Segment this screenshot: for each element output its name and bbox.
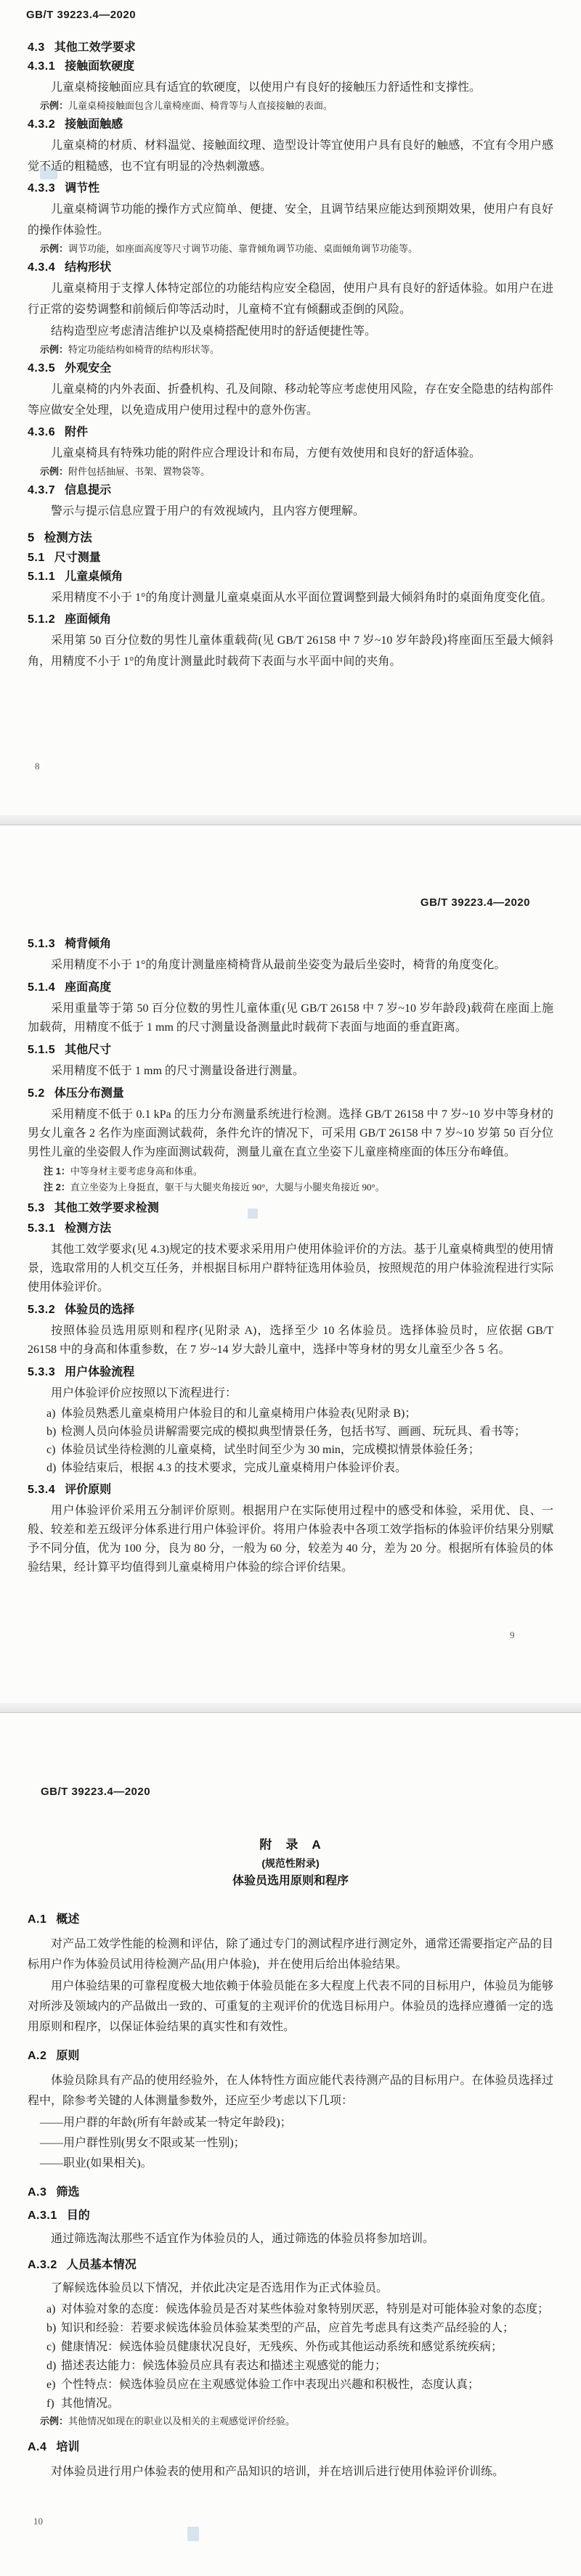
clause-title: 检测方法 [44, 531, 92, 544]
example-text: 其他情况如现在的职业以及相关的主观感觉评价经验。 [68, 2416, 296, 2426]
clause-title: 座面高度 [65, 981, 112, 994]
paragraph: 用户体验结果的可靠程度极大地依赖于体验员能在多大程度上代表不同的目标用户，体验员为能够对所涉及领域内的产品做出一致的、可重复的主观评价的优选目标用户。体验员的选择应遵循一定的选用原则和程序，以保证体验结果的真实性和有效性。 [28, 1980, 553, 2033]
appendix-title-line: 体验员选用原则和程序 [232, 1875, 349, 1887]
list-item [28, 2395, 553, 2413]
clause-title: 人员基本情况 [66, 2259, 137, 2271]
clause-heading-4.3.5 [28, 361, 553, 376]
list-item-text: 知识和经验：若要求候选体验员体验某类型的产品，应首先考虑具有这类产品经验的人； [61, 2322, 515, 2334]
paragraph: 其他工效学要求(见 4.3)规定的技术要求采用用户使用体验评价的方法。基于儿童桌椅典型的使用情景，选取常用的人机交互任务，并根据目标用户群特征选用体验员，按照规范的用户体验流程进行实际使用体验评价。 [28, 1243, 553, 1293]
example-label: 示例： [40, 466, 69, 477]
clause-number: 4.3.4 [28, 261, 56, 274]
list-item [28, 2357, 553, 2376]
list-item-label: a) [46, 1407, 56, 1420]
appendix-title-line: (规范性附录) [261, 1857, 320, 1869]
note [28, 1164, 553, 1179]
clause-title: 体验员的选择 [65, 1304, 135, 1316]
clause-heading-4.3.4 [28, 261, 553, 275]
clause-heading-4.3.3 [28, 181, 553, 196]
page-10 [0, 1713, 581, 2576]
clause-heading-A.1 [28, 1913, 553, 1927]
clause-title: 尺寸测量 [54, 552, 101, 564]
clause-heading-A.3 [28, 2185, 553, 2200]
clause-number: 5.3.3 [28, 1366, 56, 1378]
note-label: 注 1： [44, 1166, 70, 1177]
clause-number: A.3.1 [28, 2209, 57, 2222]
dash-item: ——职业(如果相关)。 [40, 2157, 153, 2170]
note-label: 注 2： [44, 1182, 70, 1193]
clause-number: 4.3.7 [28, 484, 56, 496]
clause-number: 4.3.5 [28, 362, 56, 375]
page-9 [0, 825, 581, 1702]
clause-number: 5.3 [28, 1202, 45, 1214]
list-item-text: 其他情况。 [61, 2397, 120, 2410]
clause-number: 4.3 [28, 41, 45, 54]
clause-heading-5.3.1 [28, 1222, 553, 1236]
example-label: 示例： [40, 344, 69, 355]
list-item [28, 2319, 553, 2338]
page-header: GB/T 39223.4—2020 [420, 896, 530, 909]
clause-title: 其他工效学要求检测 [54, 1202, 159, 1214]
page-divider [0, 814, 581, 825]
clause-heading-5.1.3 [28, 937, 553, 952]
clause-number: 5.1.2 [28, 613, 56, 626]
list-item [28, 1423, 553, 1441]
paragraph: 按照体验员选用原则和程序(见附录 A)，选择至少 10 名体验员。选择体验员时，应依据 GB/T 26158 中的身高和体重参数，在 7 岁~14 岁大龄儿童中，选择中等身材的男女儿童至少各 5 名。 [28, 1325, 553, 1356]
clause-heading-4.3.6 [28, 425, 553, 440]
clause-heading-5.2 [28, 1087, 553, 1101]
list-item-label: c) [46, 2341, 56, 2353]
page-body-3 [0, 1713, 581, 2482]
clause-heading-A.3.1 [28, 2209, 553, 2223]
clause-number: 5 [28, 531, 35, 544]
clause-number: 5.1.4 [28, 981, 56, 994]
clause-heading-4.3.1 [28, 60, 553, 74]
clause-heading-5.3.2 [28, 1303, 553, 1317]
list-item-label: d) [46, 2360, 57, 2372]
watermark-icon [248, 1209, 258, 1219]
note-text: 直立坐姿为上身挺直，躯干与大腿夹角接近 90°，大腿与小腿夹角接近 90°。 [70, 1182, 385, 1193]
clause-title: 培训 [56, 2441, 80, 2453]
list-item [28, 1441, 553, 1459]
list-item-text: 描述表达能力：候选体验员应具有表达和描述主观感觉的能力； [61, 2360, 387, 2372]
page-number: 10 [33, 2516, 43, 2527]
appendix-title [28, 1835, 553, 1891]
watermark-icon [40, 168, 57, 179]
watermark-icon [187, 2527, 199, 2541]
clause-title: 体压分布测量 [54, 1087, 124, 1100]
clause-heading-5.1.2 [28, 613, 553, 627]
clause-number: 4.3.2 [28, 118, 56, 131]
list-item-label: c) [46, 1444, 56, 1456]
clause-title: 座面倾角 [65, 613, 112, 626]
clause-heading-5.3 [28, 1201, 553, 1216]
example [28, 242, 553, 256]
paragraph: 采用重量等于第 50 百分位数的男性儿童体重(见 GB/T 26158 中 7 岁~10 岁年龄段)载荷在座面上施加载荷，用精度不低于 1 mm 的尺寸测量设备测量此时载荷下表面与地面的垂直距离。 [28, 1002, 553, 1034]
list-item [28, 2338, 553, 2357]
clause-number: 4.3.1 [28, 60, 56, 73]
clause-title: 椅背倾角 [65, 938, 112, 950]
list-item [28, 1404, 553, 1423]
list-item-label: e) [46, 2379, 56, 2391]
note-text: 中等身材主要考虑身高和体重。 [70, 1166, 203, 1177]
dash-item: ——用户群的年龄(所有年龄或某一特定年龄段)； [40, 2117, 292, 2129]
example [28, 465, 553, 479]
clause-number: 5.1.1 [28, 571, 56, 583]
example [28, 99, 553, 113]
clause-heading-5.3.3 [28, 1365, 553, 1380]
paragraph: 采用精度不低于 0.1 kPa 的压力分布测量系统进行检测。选择 GB/T 26158 中 7 岁~10 岁中等身材的男女儿童各 2 名作为座面测试载荷，条件允许的情况下，可采用 GB/T 26158 中 7 岁~10 岁第 50 百分位男性儿童的坐姿假人作为座面测试载荷，测量儿童在直立坐姿下儿童座椅座面的体压分布峰值。 [28, 1108, 553, 1158]
clause-title: 用户体验流程 [65, 1366, 135, 1378]
paragraph: 儿童桌椅具有特殊功能的附件应合理设计和布局，方便有效使用和良好的舒适体验。 [51, 447, 482, 459]
clause-heading-4.3 [28, 41, 553, 55]
list-item-label: a) [46, 2303, 56, 2315]
clause-number: 5.3.4 [28, 1484, 56, 1496]
clause-title: 调节性 [65, 182, 100, 195]
ordered-list [28, 1404, 553, 1477]
clause-number: 5.1.3 [28, 938, 56, 950]
example [28, 343, 553, 357]
list-item-text: 体验员熟悉儿童桌椅用户体验目的和儿童桌椅用户体验表(见附录 B)； [61, 1407, 417, 1420]
example-label: 示例： [40, 243, 69, 254]
clause-title: 目的 [66, 2209, 90, 2222]
clause-title: 信息提示 [65, 484, 112, 496]
clause-heading-4.3.2 [28, 118, 553, 132]
clause-number: 4.3.3 [28, 182, 56, 195]
list-item-text: 健康情况：候选体验员健康状况良好，无残疾、外伤或其他运动系统和感觉系统疾病； [61, 2341, 503, 2353]
list-item-text: 个性特点：候选体验员应在主观感觉体验工作中表现出兴趣和积极性，态度认真； [61, 2379, 480, 2391]
clause-title: 原则 [56, 2050, 80, 2062]
note [28, 1179, 553, 1195]
page-header: GB/T 39223.4—2020 [41, 1786, 151, 1798]
list-item-text: 体验结束后，根据 4.3 的技术要求，完成儿童桌椅用户体验评价表。 [61, 1462, 407, 1474]
paragraph: 警示与提示信息应置于用户的有效视域内，且内容方便理解。 [51, 505, 365, 518]
page-header: GB/T 39223.4—2020 [26, 9, 137, 21]
list-item-text: 对体验对象的态度：候选体验员是否对某些体验对象特别厌恶，特别是对可能体验对象的态度； [61, 2303, 550, 2315]
paragraph: 儿童桌椅调节功能的操作方式应简单、便捷、安全，且调节结果应能达到预期效果，使用户有良好的操作体验性。 [28, 203, 553, 237]
clause-heading-5 [28, 531, 553, 545]
clause-heading-5.1.1 [28, 570, 553, 584]
paragraph: 儿童桌椅的内外表面、折叠机构、孔及间隙、移动轮等应考虑使用风险，存在安全隐患的结构部件等应做安全处理，以免造成用户使用过程中的意外伤害。 [28, 383, 553, 417]
clause-heading-A.2 [28, 2049, 553, 2064]
paragraph: 对体验员进行用户体验表的使用和产品知识的培训，并在培训后进行使用体验评价训练。 [51, 2466, 505, 2478]
page-body-2 [0, 825, 581, 1577]
list-item-text: 体验员试坐待检测的儿童桌椅，试坐时间至少为 30 min，完成模拟情景体验任务； [61, 1444, 480, 1456]
clause-title: 儿童桌倾角 [65, 571, 123, 583]
clause-number: A.3.2 [28, 2259, 57, 2271]
paragraph: 采用第 50 百分位数的男性儿童体重载荷(见 GB/T 26158 中 7 岁~10 岁年龄段)将座面压至最大倾斜角，用精度不小于 1°的角度计测量此时载荷下表面与水平面中间的夹角。 [28, 634, 553, 668]
clause-title: 概述 [56, 1913, 80, 1926]
paragraph: 儿童桌椅用于支撑人体特定部位的功能结构应安全稳固，使用户具有良好的舒适体验。如用户在进行正常的姿势调整和前倾后仰等活动时，儿童椅不宜有倾翻或歪倒的风险。 [28, 282, 553, 316]
example-text: 调节功能，如座面高度等尺寸调节功能、靠背倾角调节功能、桌面倾角调节功能等。 [68, 243, 418, 254]
paragraph: 用户体验评价采用五分制评价原则。根据用户在实际使用过程中的感受和体验，采用优、良、一般、较差和差五级评分体系进行用户体验评价。将用户体验表中各项工效学指标的体验评价结果分别赋予不同分值，优为 100 分，良为 80 分，一般为 60 分，较差为 40 分，差为 20 分。根据所有体验员的体验结果，经计算平均值得到儿童桌椅用户体验的综合评价结果。 [28, 1505, 553, 1574]
paragraph: 采用精度不小于 1°的角度计测量儿童桌桌面从水平面位置调整到最大倾斜角时的桌面角度变化值。 [51, 592, 553, 604]
paragraph: 结构造型应考虑清洁维护以及桌椅搭配使用时的舒适便捷性等。 [51, 325, 377, 338]
page-body-1 [0, 0, 581, 672]
list-item [28, 2300, 553, 2319]
clause-title: 其他尺寸 [65, 1044, 112, 1056]
page-number: 8 [35, 761, 40, 772]
clause-title: 结构形状 [65, 261, 112, 274]
clause-number: 4.3.6 [28, 426, 56, 438]
example-text: 儿童桌椅接触面包含儿童椅座面、椅背等与人直接接触的表面。 [68, 100, 333, 111]
paragraph: 采用精度不低于 1 mm 的尺寸测量设备进行测量。 [51, 1065, 304, 1077]
clause-number: A.4 [28, 2441, 47, 2453]
example-label: 示例： [40, 100, 69, 111]
list-item [28, 2376, 553, 2395]
appendix-title-line: 附 录 A [259, 1838, 322, 1852]
page-number: 9 [510, 1630, 515, 1640]
clause-heading-5.1.5 [28, 1043, 553, 1058]
clause-heading-4.3.7 [28, 483, 553, 498]
clause-number: A.3 [28, 2186, 47, 2199]
paragraph: 采用精度不小于 1°的角度计测量座椅椅背从最前坐姿变为最后坐姿时，椅背的角度变化。 [51, 959, 506, 971]
example-text: 特定功能结构如椅背的结构形状等。 [68, 344, 220, 355]
list-item [28, 1459, 553, 1477]
clause-number: A.2 [28, 2050, 47, 2062]
clause-title: 其他工效学要求 [54, 41, 136, 54]
clause-heading-5.1.4 [28, 981, 553, 995]
paragraph: 用户体验评价应按照以下流程进行： [51, 1387, 237, 1399]
clause-number: 5.3.1 [28, 1222, 56, 1235]
paragraph: 儿童桌椅的材质、材料温觉、接触面纹理、造型设计等宜使用户具有良好的触感，不宜有令用户感觉不适的粗糙感，也不宜有明显的冷热刺激感。 [28, 139, 553, 173]
clause-title: 外观安全 [65, 362, 112, 375]
clause-title: 接触面触感 [65, 118, 123, 131]
clause-title: 筛选 [56, 2186, 80, 2199]
clause-number: 5.1 [28, 552, 45, 564]
example [28, 2414, 553, 2429]
clause-number: A.1 [28, 1913, 47, 1926]
list-item-text: 检测人员向体验员讲解需要完成的模拟典型情景任务，包括书写、画画、玩玩具、看书等； [61, 1426, 527, 1438]
clause-title: 评价原则 [65, 1484, 112, 1496]
list-item-label: b) [46, 2322, 57, 2334]
clause-title: 检测方法 [65, 1222, 112, 1235]
clause-number: 5.2 [28, 1087, 45, 1100]
paragraph: 儿童桌椅接触面应具有适宜的软硬度，以使用户有良好的接触压力舒适性和支撑性。 [51, 81, 482, 94]
clause-number: 5.1.5 [28, 1044, 56, 1056]
paragraph: 通过筛选淘汰那些不适宜作为体验员的人，通过筛选的体验员将参加培训。 [51, 2233, 435, 2245]
clause-heading-A.3.2 [28, 2258, 553, 2273]
example-label: 示例： [40, 2416, 69, 2426]
clause-number: 5.3.2 [28, 1304, 56, 1316]
ordered-list [28, 2300, 553, 2413]
paragraph: 了解候选体验员以下情况，并依此决定是否选用作为正式体验员。 [51, 2282, 389, 2294]
clause-title: 接触面软硬度 [65, 60, 135, 73]
dash-item: ——用户群性别(男女不限或某一性别)； [40, 2137, 245, 2149]
clause-title: 附件 [65, 426, 89, 438]
paragraph: 对产品工效学性能的检测和评估，除了通过专门的测试程序进行测定外，通常还需要指定产品的目标用户作为体验员试用待检测产品(用户体验)，并在使用后给出体验结果。 [28, 1938, 553, 1971]
list-item-label: f) [46, 2397, 54, 2410]
clause-heading-5.3.4 [28, 1483, 553, 1497]
clause-heading-5.1 [28, 551, 553, 565]
page-8 [0, 0, 581, 814]
list-item-label: b) [46, 1426, 57, 1438]
paragraph: 体验员除具有产品的使用经验外，在人体特性方面应能代表待测产品的目标用户。在体验员选择过程中，除参考关键的人体测量参数外，还应至少考虑以下几项： [28, 2074, 553, 2107]
page-divider [0, 1702, 581, 1713]
list-item-label: d) [46, 1462, 57, 1474]
clause-heading-A.4 [28, 2440, 553, 2455]
example-text: 附件包括抽屉、书架、置物袋等。 [68, 466, 211, 477]
